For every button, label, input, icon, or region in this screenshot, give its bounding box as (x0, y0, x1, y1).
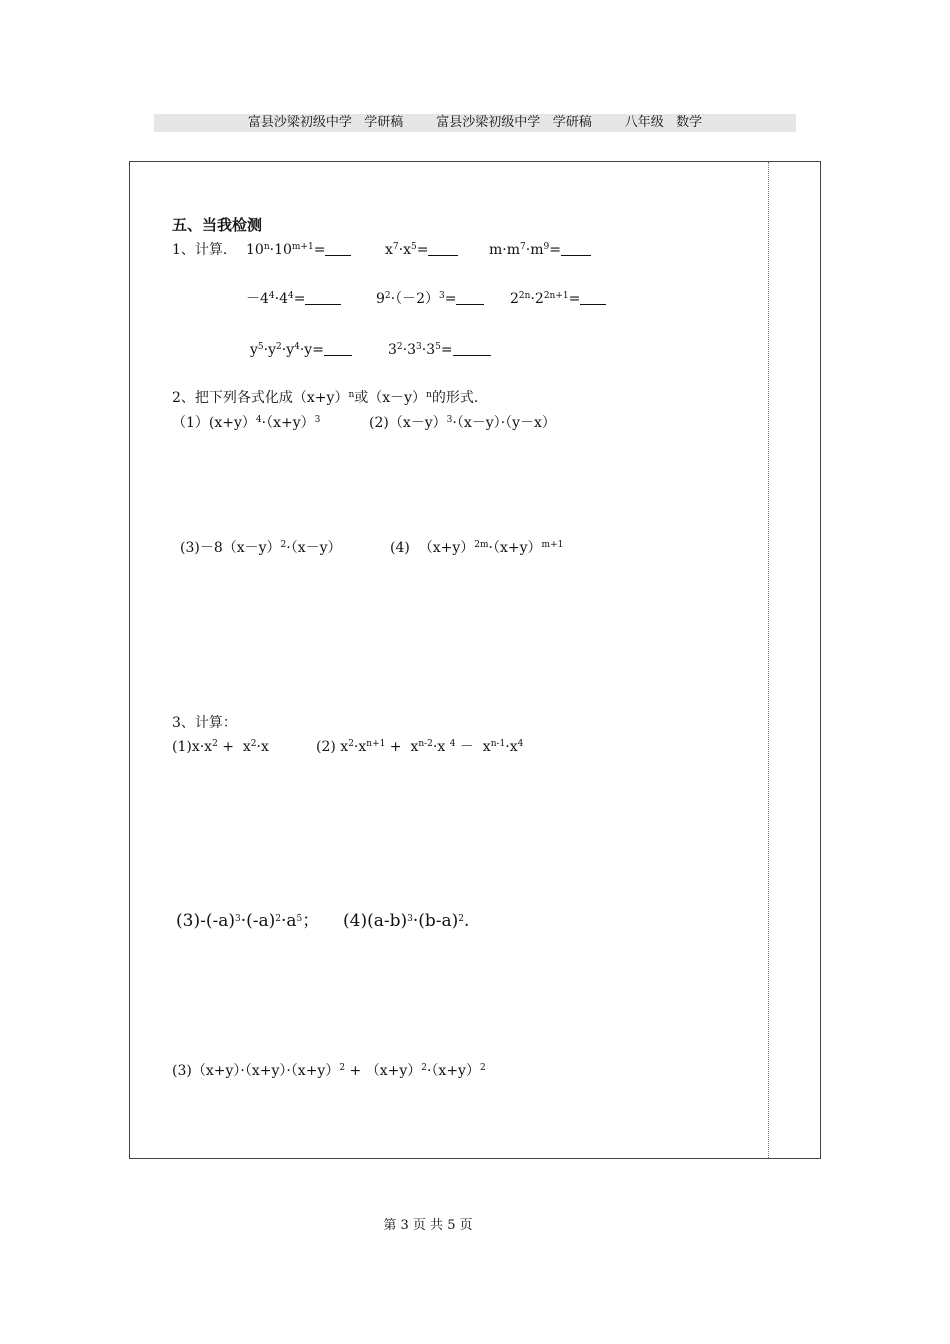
q3-part-3: $(3)-(-a)^3\cdot(-a)^2\cdot a^5$； (176, 911, 320, 931)
q3-part-5: $(3)(x+y)\cdot(x+y)\cdot(x+y)^2 + (x+y)^2\cdot(x+y)^2$ (172, 1063, 486, 1079)
answer-blank (561, 242, 591, 256)
q3-label: 3、计算： (172, 715, 237, 731)
q1-label: 1、计算． (172, 242, 237, 258)
q1-item-e: $9^2\cdot(-2)^3=$ (376, 290, 484, 308)
q1-item-d: $-4^4\cdot 4^4=$ (246, 290, 341, 308)
content-frame (129, 161, 821, 1159)
q2-part-1: $(1)(x+y)^4\cdot(x+y)^3$ (172, 415, 321, 431)
q1-item-b: $x^7\cdot x^5=$ (385, 241, 458, 259)
margin-divider (768, 162, 769, 1158)
answer-blank (324, 342, 352, 356)
q2-prompt: 2、把下列各式化成$(x+y)^n$或$(x-y)^n$的形式． (172, 390, 488, 406)
page-header: 富县沙梁初级中学 学研稿 富县沙梁初级中学 学研稿 八年级 数学 (154, 114, 796, 132)
page-footer: 第 3 页 共 5 页 (383, 1218, 473, 1233)
answer-blank (325, 242, 351, 256)
q1-item-c: $m\cdot m^7\cdot m^9=$ (489, 241, 591, 259)
q2-part-4: (4) $(x+y)^{2m}\cdot(x+y)^{m+1}$ (390, 540, 564, 556)
q1-item-f: $2^{2n}\cdot 2^{2n+1}=$ (510, 290, 606, 308)
q3-part-4: $(4)(a-b)^3\cdot(b-a)^2$. (343, 911, 470, 931)
q3-part-2: (2) $x^2\cdot x^{n+1} + x^{n-2}\cdot x$ $^4 - x^{n-1}\cdot x^4$ (316, 739, 524, 755)
q1-item-h: $3^2\cdot 3^3\cdot 3^5=$ (388, 341, 491, 359)
q2-part-3: $(3)-8(x-y)^2\cdot(x-y)$ (180, 540, 342, 556)
answer-blank (305, 291, 341, 305)
answer-blank (580, 291, 606, 305)
q3-part-1: $(1)x\cdot x^2 + x^2\cdot x$ (172, 739, 269, 755)
q1-item-g: $y^5\cdot y^2\cdot y^4\cdot y=$ (250, 341, 352, 359)
q2-part-2: $(2)(x-y)^3\cdot(x-y)\cdot(y-x)$ (369, 415, 556, 431)
answer-blank (456, 291, 484, 305)
answer-blank (453, 342, 491, 356)
q1-item-a: $10^n\cdot 10^{m+1}=$ (246, 241, 351, 259)
section-title: 五、当我检测 (172, 216, 263, 234)
answer-blank (428, 242, 458, 256)
